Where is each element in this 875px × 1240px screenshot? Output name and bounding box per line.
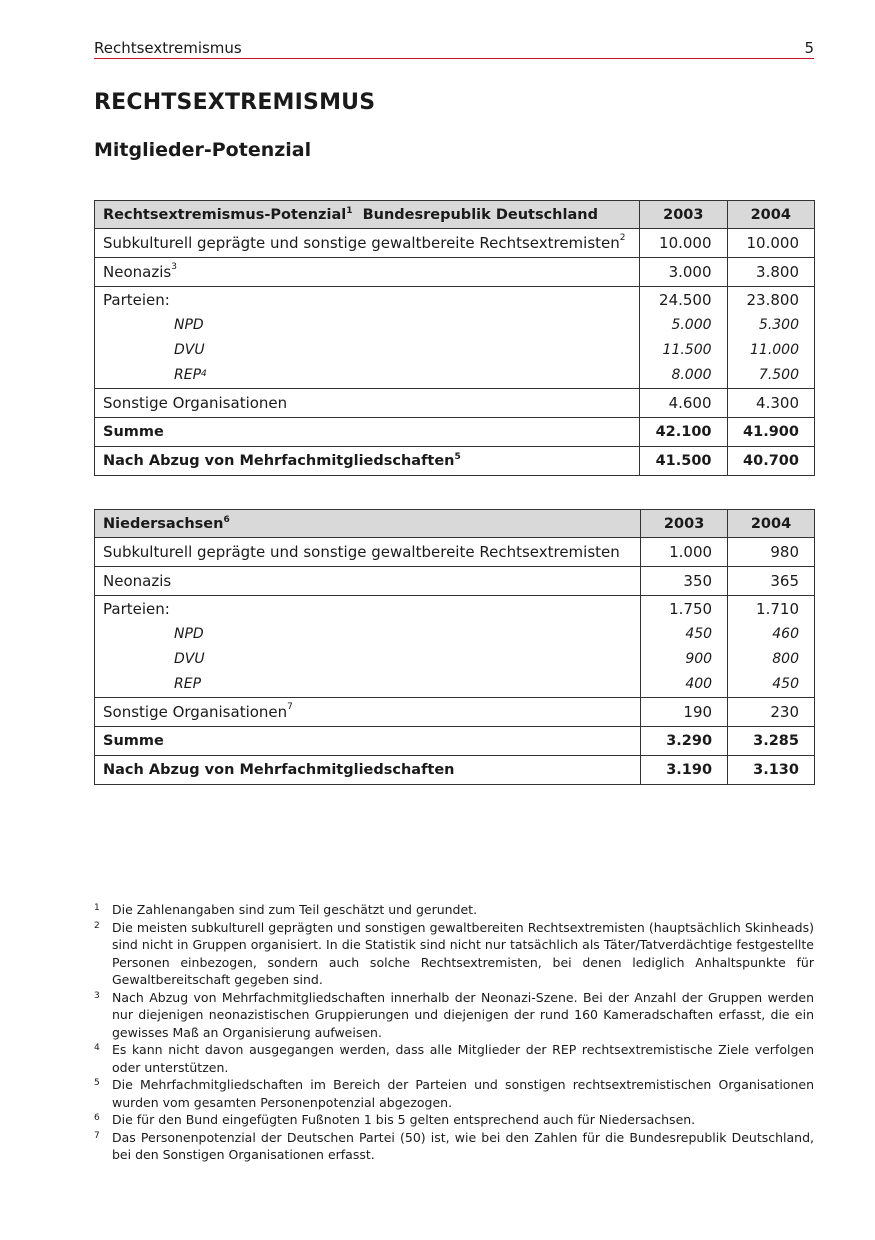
running-header-title: Rechtsextremismus: [94, 39, 242, 57]
table-row-neonazis: Neonazis$^3$ 3.000 3.800: [95, 258, 815, 287]
party-rep: REP: [174, 676, 202, 692]
page-title: RECHTSEXTREMISMUS: [94, 90, 376, 115]
table-row-abzug: Nach Abzug von Mehrfachmitgliedschaften 3.190 3.130: [95, 756, 815, 785]
table-row-subkulturell: Subkulturell geprägte und sonstige gewaltbereite Rechtsextremisten 1.000 980: [95, 538, 815, 567]
table-row-sonstige: Sonstige Organisationen$^7$ 190 230: [95, 698, 815, 727]
footnote-2: 2 Die meisten subkulturell geprägten und sonstigen gewaltbereiten Rechtsextremisten (hauptsächlich Skinheads) sind nicht in Gruppen organisiert. In die Statistik sind nicht nur tatsächlich als Täter/Tatverdächtige festgestellte Personen einbezogen, sondern auch solche Rechtsextremisten, bei denen lediglich Anhaltspunkte für Gewaltbereitschaft gegeben sind.: [94, 919, 814, 987]
page-number: 5: [804, 39, 814, 57]
running-header: [94, 38, 814, 59]
footnote-7: 7 Das Personenpotenzial der Deutschen Partei (50) ist, wie bei den Zahlen für die Bundesrepublik Deutschland, bei den Sonstigen Organisationen erfasst.: [94, 1129, 814, 1162]
party-npd: NPD: [174, 626, 204, 642]
table-row-parteien: Parteien: NPD DVU REP$^4$ 24.500 5.000 11.500 8.000 23.800 5.300 11.000 7.500: [95, 287, 815, 389]
table-niedersachsen: [94, 509, 815, 785]
party-dvu: DVU: [174, 651, 205, 667]
footnote-1: 1 Die Zahlenangaben sind zum Teil geschätzt und gerundet.: [94, 902, 478, 917]
year-2003-header: 2003: [640, 201, 727, 229]
footnote-6: 6 Die für den Bund eingefügten Fußnoten 1 bis 5 gelten entsprechend auch für Niedersachsen.: [94, 1112, 696, 1127]
footnote-3: 3 Nach Abzug von Mehrfachmitgliedschaften innerhalb der Neonazi-Szene. Bei der Anzahl der Gruppen werden nur diejenigen neonazistischen Gruppierungen und diejenigen der rund 160 Kameradschaften erfasst, die ein gewisses Maß an Organisierung aufweisen.: [94, 989, 814, 1040]
footnote-4: 4 Es kann nicht davon ausgegangen werden, dass alle Mitglieder der REP rechtsextremistische Ziele verfolgen oder unterstützen.: [94, 1042, 814, 1075]
table-row-summe: Summe 3.290 3.285: [95, 727, 815, 756]
table-row-sonstige: Sonstige Organisationen 4.600 4.300: [95, 389, 815, 418]
table-heading: Rechtsextremismus-Potenzial$^1$ Bundesrepublik Deutschland: [95, 201, 640, 229]
table-header-row: [95, 510, 815, 538]
party-rep: REP$^4$: [174, 367, 207, 383]
table-row-neonazis: Neonazis 350 365: [95, 567, 815, 596]
table-heading: Niedersachsen$^6$: [95, 510, 641, 538]
year-2004-header: 2004: [727, 201, 814, 229]
table-bundesrepublik: [94, 200, 815, 476]
year-2003-header: 2003: [641, 510, 728, 538]
table-row-abzug: Nach Abzug von Mehrfachmitgliedschaften$^5$ 41.500 40.700: [95, 447, 815, 476]
year-2004-header: 2004: [728, 510, 815, 538]
table-row-summe: Summe 42.100 41.900: [95, 418, 815, 447]
table-row-subkulturell: Subkulturell geprägte und sonstige gewaltbereite Rechtsextremisten$^2$ 10.000 10.000: [95, 229, 815, 258]
section-title: Mitglieder-Potenzial: [94, 139, 312, 161]
footnotes: [94, 901, 814, 1164]
party-npd: NPD: [174, 317, 204, 333]
table-header-row: [95, 201, 815, 229]
party-dvu: DVU: [174, 342, 205, 358]
table-row-parteien: Parteien: NPD DVU REP 1.750 450 900 400 1.710 460 800 450: [95, 596, 815, 698]
footnote-5: 5 Die Mehrfachmitgliedschaften im Bereich der Parteien und sonstigen rechtsextremistischen Organisationen wurden vom gesamten Personenpotenzial abgezogen.: [94, 1077, 814, 1110]
